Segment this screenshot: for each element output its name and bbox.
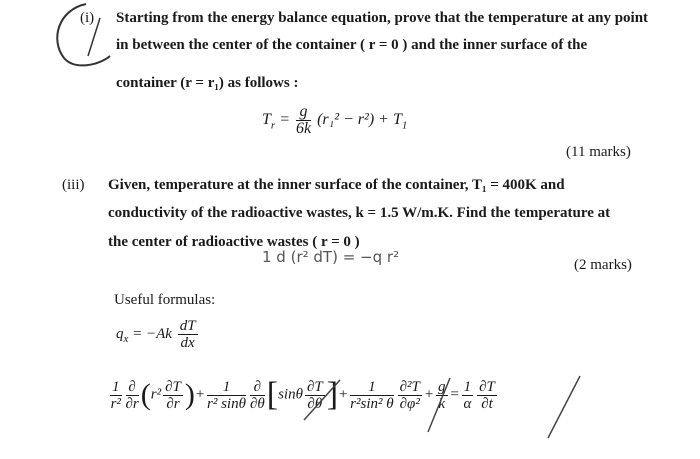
heq-t2-den: r² sinθ <box>206 395 246 412</box>
heq-plus-1: + <box>194 386 205 403</box>
heq-t5-den: α <box>463 395 472 412</box>
fourier-lhs-sub: x <box>123 332 129 345</box>
part-iii-marks: (2 marks) <box>574 257 632 273</box>
heq-t1-num: 1 <box>112 378 120 395</box>
heq-t5-op-den: ∂t <box>481 395 493 412</box>
heq-t2-inner-den: ∂θ <box>307 395 323 412</box>
fourier-lhs: q <box>116 325 124 342</box>
eq-plus: + <box>378 111 389 129</box>
heq-t1-coef <box>110 379 122 412</box>
heq-equals: = <box>449 386 460 403</box>
heat-equation: $\frac{1}{\text{r²}}$ $\frac{\partial}{\partial r}$ (r² $\frac{\partial T}{\partial r}$ )+ $\frac{1}{\text{r² sinθ}}$ $\frac{\partial}{\partial\theta}$ [sinθ $\frac{\partial T}{\partial\theta}$ ]+ $\frac{1}{\text{r²sin² θ}}$ $\frac{\text{∂²T}}{\text{∂φ²}}$ + $\frac{g}{k}$ = $\frac{1}{\alpha}$ $\frac{\partial T}{\partial t}$ <box>110 376 495 413</box>
part-i-label: (i) <box>80 10 95 26</box>
heq-t4-den: k <box>438 395 446 412</box>
eq-lhs: T <box>262 111 271 129</box>
useful-formulas-title: Useful formulas: <box>114 292 216 308</box>
eq-equals: = <box>279 111 290 129</box>
heq-t1-den1: r² <box>110 395 121 412</box>
circle-mark-icon <box>28 0 128 70</box>
heq-t3-num: 1 <box>350 379 393 396</box>
handwritten-strikes-icon <box>300 372 600 442</box>
part-i-line-2: in between the center of the container ( r = 0 ) and the inner surface of the <box>116 37 588 53</box>
heq-t2-op <box>250 379 265 412</box>
part-i-marks: (11 marks) <box>566 144 631 160</box>
heq-t1-op <box>126 379 139 412</box>
eq-frac-den: 6k <box>295 120 312 137</box>
eq-paren: (r₁² − r²) <box>317 111 375 129</box>
fourier-law <box>116 318 200 351</box>
heq-t5-num: 1 <box>463 378 472 395</box>
eq-frac-num: g <box>296 104 311 121</box>
heq-t3-den: r²sin² θ <box>350 395 394 412</box>
heq-t1-inner-den: ∂r <box>166 395 180 412</box>
eq-fraction <box>296 104 311 137</box>
heq-t1-inner-frac <box>163 379 183 412</box>
heq-t1-den3: ∂r <box>125 395 139 412</box>
heq-t2-op-num: ∂ <box>250 379 265 396</box>
part-iii-line-3: the center of radioactive wastes ( r = 0 ) <box>108 234 360 250</box>
heq-t2-num: 1 <box>207 379 246 396</box>
eq-t1-sub: 1 <box>401 119 408 132</box>
part-i-line-3: container (r = r₁) as follows : <box>116 75 299 91</box>
heq-t3-op-num: ∂²T <box>399 378 420 395</box>
heq-plus-3: + <box>423 386 435 403</box>
fourier-den: dx <box>180 335 195 351</box>
part-iii-label: (iii) <box>62 177 85 193</box>
heq-plus-2: + <box>338 386 349 403</box>
handwritten-note: 1 d (r² dT) = −q r² <box>262 248 400 266</box>
fourier-fraction <box>178 318 198 351</box>
part-i-line-1: Starting from the energy balance equation, prove that the temperature at any point <box>116 10 649 26</box>
part-iii-line-1: Given, temperature at the inner surface of the container, T₁ = 400K and <box>108 177 565 193</box>
heq-t2-op-den: ∂θ <box>249 395 265 412</box>
heq-t2-inner-num: ∂T <box>306 378 323 395</box>
heq-t1-den2: ∂ <box>126 379 139 396</box>
heq-t2-coef <box>207 379 246 412</box>
heq-t5-op-num: ∂T <box>479 378 495 395</box>
heq-t1-inner: r² <box>150 386 162 403</box>
heq-t2-inner: sinθ <box>278 386 303 403</box>
heq-t1-inner-num: ∂T <box>165 378 181 395</box>
eq-lhs-sub: r <box>270 119 276 132</box>
temperature-equation <box>262 104 407 137</box>
heq-t3-op-den: ∂φ² <box>399 395 420 412</box>
fourier-num: dT <box>179 318 196 334</box>
part-iii-line-2: conductivity of the radioactive wastes, k = 1.5 W/m.K. Find the temperature at <box>108 205 611 221</box>
eq-t1: T <box>392 111 402 129</box>
heq-t4-num: g <box>438 378 446 395</box>
fourier-rhs-prefix: = −Ak <box>132 325 172 342</box>
